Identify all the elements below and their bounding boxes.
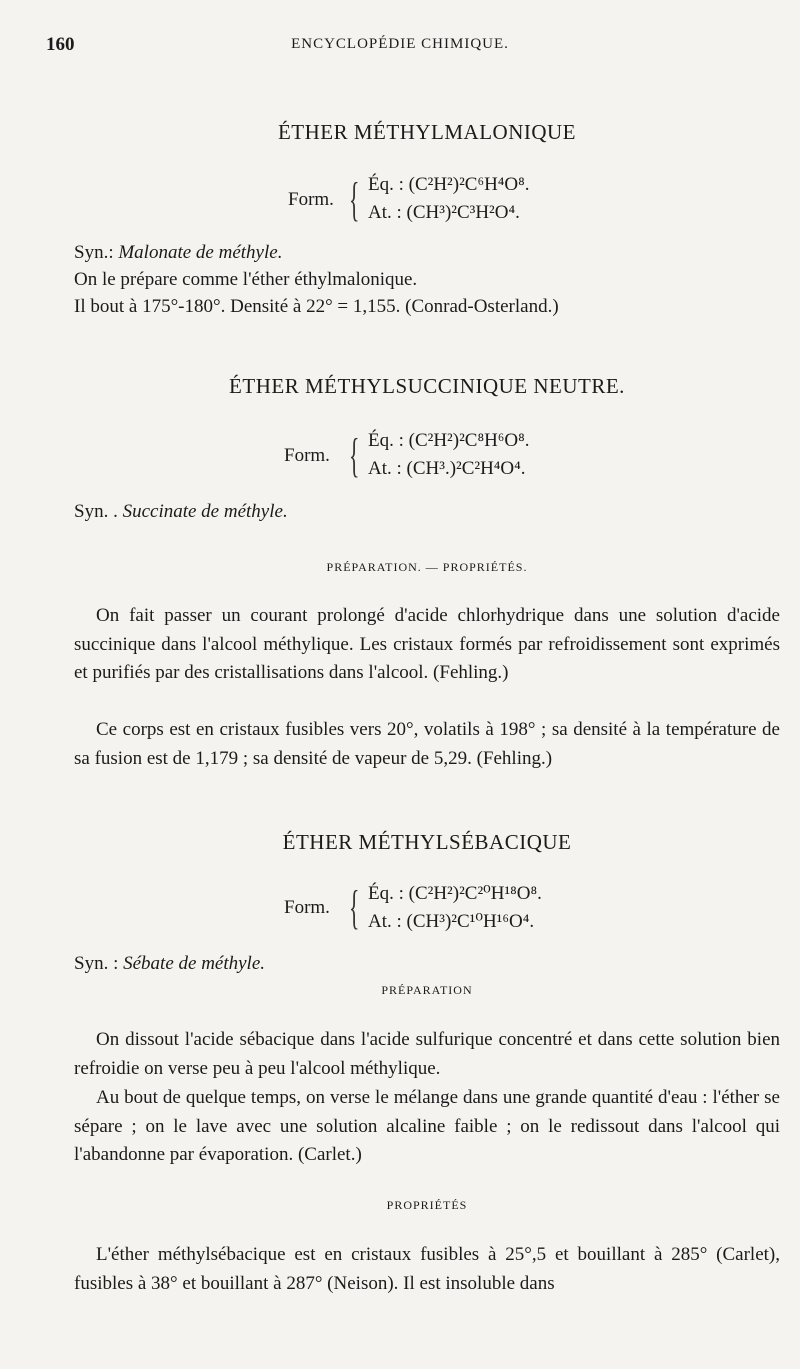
paragraph: Ce corps est en cristaux fusibles vers 20°, volatils à 198° ; sa densité à la température de sa fusion est de 1,179 ; sa densité de vapeur de 5,29. (Fehling.) [74, 719, 780, 769]
section-title-methylmalonique: ÉTHER MÉTHYLMALONIQUE [277, 120, 577, 144]
syn-prefix: Syn. . [74, 501, 123, 522]
formula-methylsebacique [284, 882, 624, 938]
syn-prefix: Syn. : [74, 953, 124, 974]
formula-label: Form. [284, 445, 330, 466]
synonym-name: Succinate de méthyle. [122, 501, 288, 522]
running-header [0, 34, 800, 58]
brace-icon: { [349, 173, 360, 226]
formula-at: At. : (CH³)²C³H²O⁴. [368, 202, 520, 223]
running-title: ENCYCLOPÉDIE CHIMIQUE. [291, 36, 509, 52]
formula-methylmalonique [288, 174, 588, 230]
paragraph: On dissout l'acide sébacique dans l'acide sulfurique concentré et dans cette solution bien refroidie on verse peu à peu l'alcool méthylique. [74, 1029, 780, 1079]
text-line: Il bout à 175°-180°. Densité à 22° = 1,155. (Conrad-Osterland.) [74, 296, 559, 317]
formula-label: Form. [284, 897, 330, 918]
subheading: PRÉPARATION. — PROPRIÉTÉS. [326, 560, 528, 574]
formula-at: At. : (CH³)²C¹⁰H¹⁶O⁴. [368, 911, 535, 932]
formula-eq: Éq. : (C²H²)²C⁸H⁶O⁸. [368, 430, 530, 451]
page-number: 160 [46, 34, 75, 55]
text-line: On le prépare comme l'éther éthylmalonique. [74, 269, 418, 290]
formula-eq: Éq. : (C²H²)²C⁶H⁴O⁸. [368, 174, 530, 195]
synonym-name: Sébate de méthyle. [123, 953, 266, 974]
section-title-methylsebacique: ÉTHER MÉTHYLSÉBACIQUE [282, 830, 572, 854]
paragraph: On fait passer un courant prolongé d'acide chlorhydrique dans une solution d'acide succinique dans l'alcool méthylique. Les cristaux formés par refroidissement sont exprimés et purifiés par des cristallisations dans l'alcool. (Fehling.) [74, 605, 780, 683]
subheading: PRÉPARATION [381, 983, 473, 997]
synonym-line [74, 952, 780, 976]
formula-at: At. : (CH³.)²C²H⁴O⁴. [368, 458, 526, 479]
paragraph: Au bout de quelque temps, on verse le mélange dans une grande quantité d'eau : l'éther se sépare ; on le lave avec une solution alcaline faible ; on le redissout dans l'alcool qui l'abandonne par évaporation. (Carlet.) [74, 1087, 780, 1165]
brace-icon: { [349, 881, 360, 934]
formula-methylsuccinique [284, 430, 604, 486]
formula-eq: Éq. : (C²H²)²C²⁰H¹⁸O⁸. [368, 883, 542, 904]
synonym-line [74, 500, 780, 524]
brace-icon: { [349, 429, 360, 482]
subheading: PROPRIÉTÉS [386, 1198, 468, 1212]
formula-label: Form. [288, 189, 334, 210]
syn-prefix: Syn.: [74, 242, 119, 263]
synonym-name: Malonate de méthyle. [118, 242, 283, 263]
synonym-line [74, 241, 780, 265]
section-title-methylsuccinique: ÉTHER MÉTHYLSUCCINIQUE NEUTRE. [229, 374, 625, 398]
paragraph: L'éther méthylsébacique est en cristaux fusibles à 25°,5 et bouillant à 285° (Carlet), fusibles à 38° et bouillant à 287° (Neison). Il est insoluble dans [74, 1244, 780, 1294]
